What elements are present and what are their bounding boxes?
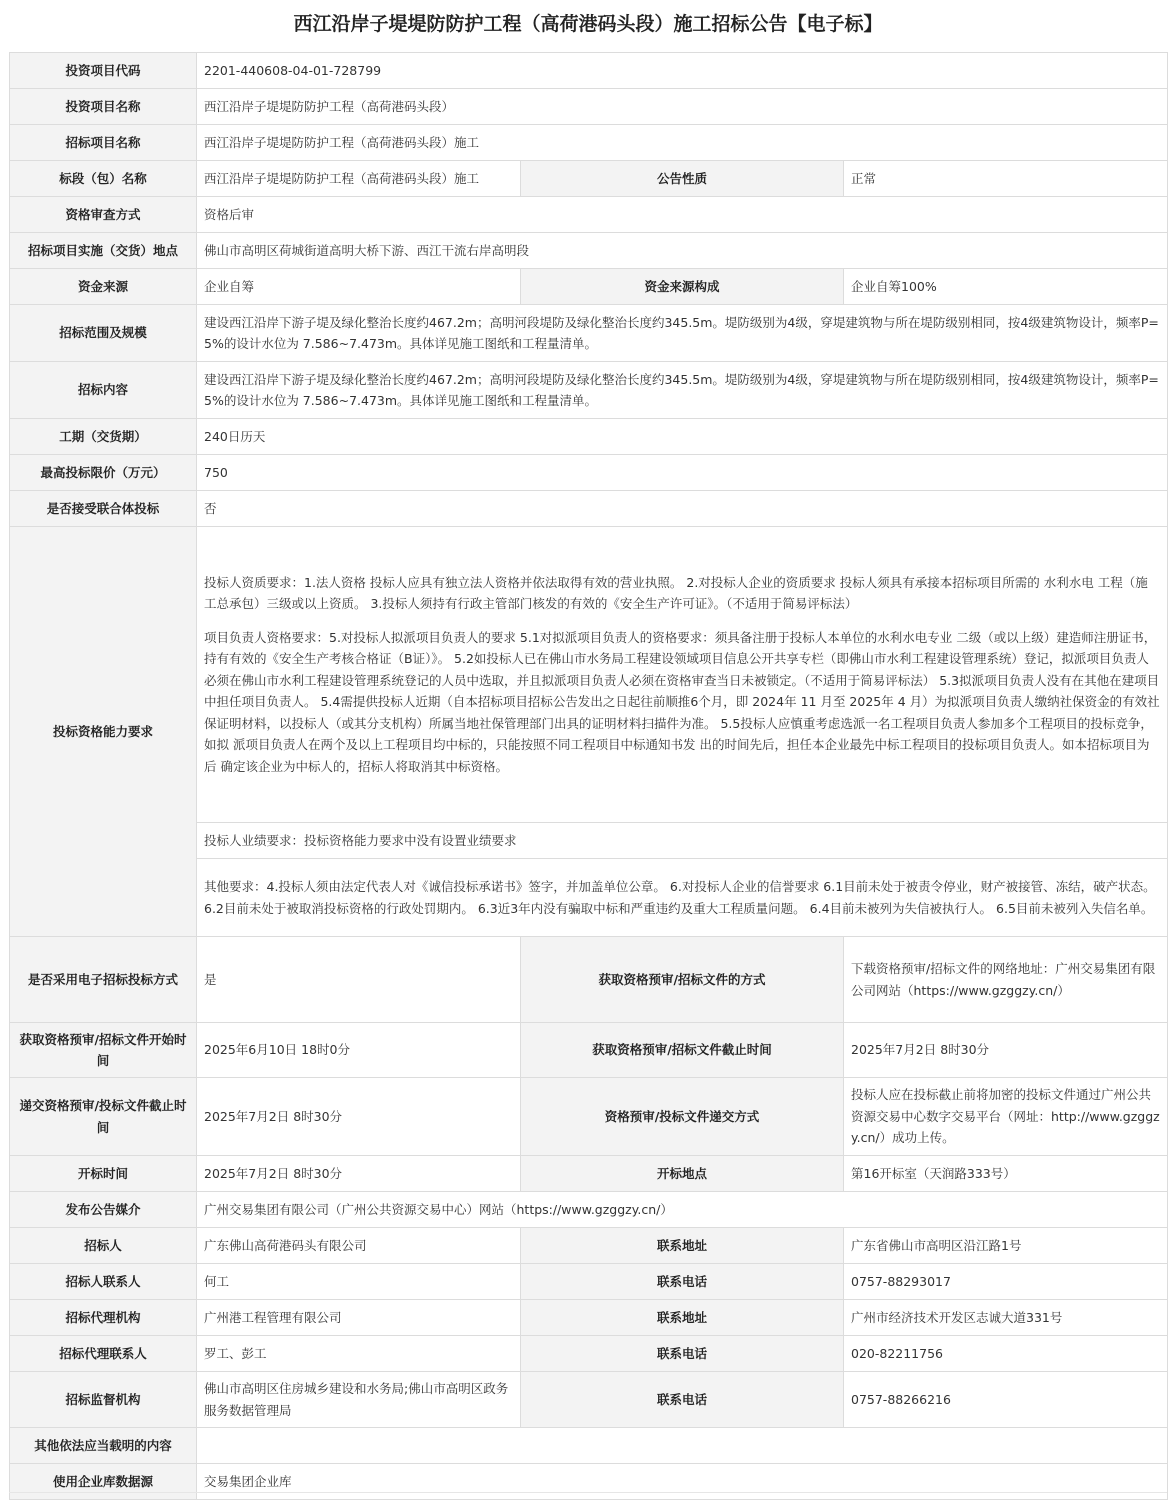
table-row — [10, 53, 1168, 89]
row-label: 资格预审/投标文件递交方式 — [521, 1078, 844, 1156]
row-label: 招标项目名称 — [10, 125, 197, 161]
row-value: 否 — [197, 491, 1168, 527]
row-label: 招标代理联系人 — [10, 1336, 197, 1372]
row-value: 建设西江沿岸下游子堤及绿化整治长度约467.2m；高明河段堤防及绿化整治长度约345.5m。堤防级别为4级，穿堤建筑物与所在堤防级别相同，按4级建筑物设计，频率P=5%的设计水位为 7.586~7.473m。具体详见施工图纸和工程量清单。 — [197, 362, 1168, 419]
table-row — [10, 937, 1168, 1023]
row-label: 最高投标限价（万元） — [10, 455, 197, 491]
table-row — [10, 125, 1168, 161]
row-value: 2025年7月2日 8时30分 — [844, 1023, 1168, 1078]
row-value: 下载资格预审/招标文件的网络地址：广州交易集团有限公司网站（https://www.gzggzy.cn/） — [844, 937, 1168, 1023]
row-label: 获取资格预审/招标文件的方式 — [521, 937, 844, 1023]
table-row — [10, 161, 1168, 197]
row-label: 获取资格预审/招标文件开始时间 — [10, 1023, 197, 1078]
row-label: 招标项目实施（交货）地点 — [10, 233, 197, 269]
row-label: 标段（包）名称 — [10, 161, 197, 197]
row-label: 招标人联系人 — [10, 1264, 197, 1300]
row-value: 2201-440608-04-01-728799 — [197, 53, 1168, 89]
table-row — [10, 233, 1168, 269]
table-row — [10, 419, 1168, 455]
row-value: 正常 — [844, 161, 1168, 197]
row-label: 是否接受联合体投标 — [10, 491, 197, 527]
row-value — [197, 1428, 1168, 1464]
table-row — [10, 1228, 1168, 1264]
row-value: 广东省佛山市高明区沿江路1号 — [844, 1228, 1168, 1264]
row-value: 广州港工程管理有限公司 — [197, 1300, 521, 1336]
table-row — [10, 1078, 1168, 1156]
row-value: 交易集团企业库 — [197, 1464, 1168, 1500]
page-title: 西江沿岸子堤堤防防护工程（高荷港码头段）施工招标公告【电子标】 — [293, 13, 883, 35]
row-label: 投资项目名称 — [10, 89, 197, 125]
row-label: 投标资格能力要求 — [10, 527, 197, 937]
table-row — [10, 1300, 1168, 1336]
row-value: 0757-88293017 — [844, 1264, 1168, 1300]
row-label: 招标范围及规模 — [10, 305, 197, 362]
row-label: 发布公告媒介 — [10, 1192, 197, 1228]
row-value: 何工 — [197, 1264, 521, 1300]
row-label: 招标内容 — [10, 362, 197, 419]
row-value: 广州市经济技术开发区志诚大道331号 — [844, 1300, 1168, 1336]
table-row — [10, 527, 1168, 823]
table-row — [10, 89, 1168, 125]
row-value: 2025年7月2日 8时30分 — [197, 1078, 521, 1156]
manager-requirement: 项目负责人资格要求：5.对投标人拟派项目负责人的要求 5.1对拟派项目负责人的资格要求：须具备注册于投标人本单位的水利水电专业 二级（或以上级）建造师注册证书，持有有效的《安全生产考核合格证（B证）》。 5.2如投标人已在佛山市水务局工程建设领域项目信息公开共享专栏（即佛山市水利工程建设管理系统）登记，拟派项目负责人必须在佛山市水利工程建设管理系统登记的人员中选取，并且拟派项目负责人必须在资格审查当日未被锁定。（不适用于简易评标法） 5.3拟派项目负责人没有在其他在建项目中担任项目负责人。 5.4需提供投标人近期（自本招标项目招标公告发出之日起往前顺推6个月，即 2024年 11 月至 2025年 4 月）为拟派项目负责人缴纳社保资金的有效社保证明材料，以投标人（或其分支机构）所属当地社保管理部门出具的证明材料扫描件为准。 5.5投标人应慎重考虑选派一名工程项目负责人参加多个工程项目的投标竞争，如拟 派项目负责人在两个及以上工程项目均中标的，只能按照不同工程项目中标通知书发 出的时间先后，担任本企业最先中标工程项目的投标项目负责人。如本招标项目为后 确定该企业为中标人的，招标人将取消其中标资格。 — [204, 629, 1160, 774]
row-label: 招标代理机构 — [10, 1300, 197, 1336]
row-label: 招标人 — [10, 1228, 197, 1264]
row-value: 第16开标室（天润路333号） — [844, 1156, 1168, 1192]
row-label: 资金来源 — [10, 269, 197, 305]
row-value: 西江沿岸子堤堤防防护工程（高荷港码头段）施工 — [197, 161, 521, 197]
row-label: 开标地点 — [521, 1156, 844, 1192]
table-row — [10, 305, 1168, 362]
row-value: 0757-88266216 — [844, 1372, 1168, 1428]
table-row — [10, 1023, 1168, 1078]
row-label: 开标时间 — [10, 1156, 197, 1192]
table-row — [10, 1336, 1168, 1372]
row-value: 2025年7月2日 8时30分 — [197, 1156, 521, 1192]
bottom-divider — [9, 1492, 1167, 1493]
row-value: 240日历天 — [197, 419, 1168, 455]
table-row — [10, 1156, 1168, 1192]
table-row — [10, 491, 1168, 527]
row-label: 联系电话 — [521, 1372, 844, 1428]
row-label: 使用企业库数据源 — [10, 1464, 197, 1500]
row-label: 联系地址 — [521, 1300, 844, 1336]
row-value: 西江沿岸子堤堤防防护工程（高荷港码头段）施工 — [197, 125, 1168, 161]
row-label: 是否采用电子招标投标方式 — [10, 937, 197, 1023]
row-label: 资金来源构成 — [521, 269, 844, 305]
row-label: 其他依法应当载明的内容 — [10, 1428, 197, 1464]
row-label: 联系电话 — [521, 1336, 844, 1372]
performance-requirement: 投标人业绩要求：投标资格能力要求中没有设置业绩要求 — [197, 823, 1168, 859]
row-label: 招标监督机构 — [10, 1372, 197, 1428]
row-value: 2025年6月10日 18时0分 — [197, 1023, 521, 1078]
row-label: 资格审查方式 — [10, 197, 197, 233]
row-label: 联系电话 — [521, 1264, 844, 1300]
row-value: 企业自筹100% — [844, 269, 1168, 305]
row-value: 020-82211756 — [844, 1336, 1168, 1372]
row-value: 佛山市高明区住房城乡建设和水务局;佛山市高明区政务服务数据管理局 — [197, 1372, 521, 1428]
row-value: 广东佛山高荷港码头有限公司 — [197, 1228, 521, 1264]
table-row — [10, 455, 1168, 491]
row-label: 联系地址 — [521, 1228, 844, 1264]
notice-table — [9, 52, 1168, 1500]
row-value: 佛山市高明区荷城街道高明大桥下游、西江干流右岸高明段 — [197, 233, 1168, 269]
table-row — [10, 1372, 1168, 1428]
row-value: 西江沿岸子堤堤防防护工程（高荷港码头段） — [197, 89, 1168, 125]
row-label: 投资项目代码 — [10, 53, 197, 89]
table-row — [10, 1464, 1168, 1500]
table-row — [10, 1428, 1168, 1464]
table-row — [10, 197, 1168, 233]
qualification-requirement: 投标人资质要求：1.法人资格 投标人应具有独立法人资格并依法取得有效的营业执照。 2.对投标人企业的资质要求 投标人须具有承接本招标项目所需的 水利水电 工程（施工总承包）三级或以上资质。 3.投标人须持有行政主管部门核发的有效的《安全生产许可证》。（不适用于简易评标法） — [204, 574, 1148, 612]
table-row — [10, 1264, 1168, 1300]
row-value: 是 — [197, 937, 521, 1023]
table-row — [10, 1192, 1168, 1228]
table-row — [10, 269, 1168, 305]
row-value: 企业自筹 — [197, 269, 521, 305]
row-value: 罗工、彭工 — [197, 1336, 521, 1372]
row-label: 获取资格预审/招标文件截止时间 — [521, 1023, 844, 1078]
requirements-cell — [197, 527, 1168, 823]
row-label: 工期（交货期） — [10, 419, 197, 455]
other-requirement: 其他要求：4.投标人须由法定代表人对《诚信投标承诺书》签字，并加盖单位公章。 6.对投标人企业的信誉要求 6.1目前未处于被责令停业，财产被接管、冻结，破产状态。 6.2目前未处于被取消投标资格的行政处罚期内。 6.3近3年内没有骗取中标和严重违约及重大工程质量问题。 6.4目前未被列为失信被执行人。 6.5目前未被列入失信名单。 — [197, 859, 1168, 937]
row-value: 750 — [197, 455, 1168, 491]
row-value: 资格后审 — [197, 197, 1168, 233]
row-value: 投标人应在投标截止前将加密的投标文件通过广州公共资源交易中心数字交易平台（网址：http://www.gzggzy.cn/）成功上传。 — [844, 1078, 1168, 1156]
row-label: 公告性质 — [521, 161, 844, 197]
row-value: 建设西江沿岸下游子堤及绿化整治长度约467.2m；高明河段堤防及绿化整治长度约345.5m。堤防级别为4级，穿堤建筑物与所在堤防级别相同，按4级建筑物设计，频率P=5%的设计水位为 7.586~7.473m。具体详见施工图纸和工程量清单。 — [197, 305, 1168, 362]
row-value: 广州交易集团有限公司（广州公共资源交易中心）网站（https://www.gzggzy.cn/） — [197, 1192, 1168, 1228]
table-row — [10, 362, 1168, 419]
row-label: 递交资格预审/投标文件截止时间 — [10, 1078, 197, 1156]
